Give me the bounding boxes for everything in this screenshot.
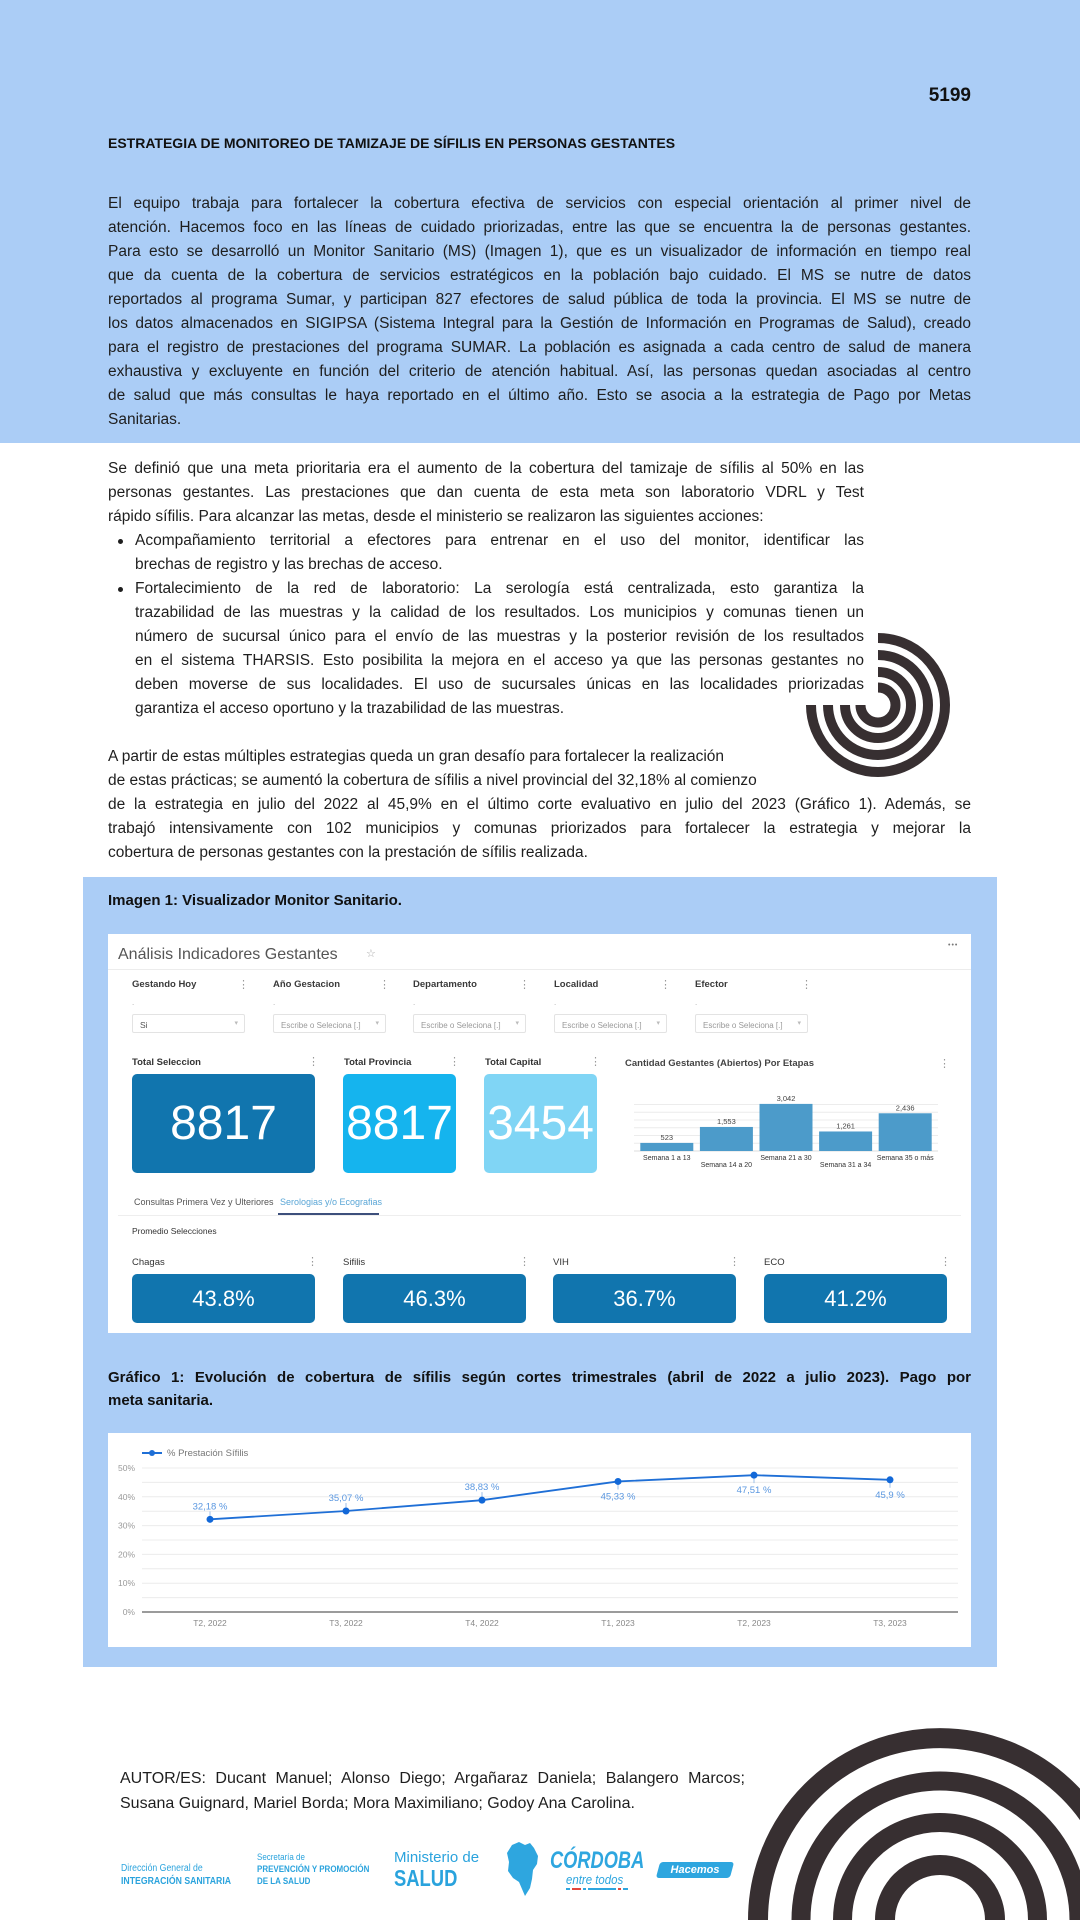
data-label: 47,51 % [736,1485,772,1497]
kebab-menu-icon[interactable]: ⋮ [939,1058,950,1070]
filter-label: Año Gestacion [273,979,341,990]
kebab-menu-icon[interactable]: ⋮ [379,979,390,991]
average-card-sifilis [343,1274,526,1323]
filter-select[interactable] [413,1014,526,1033]
filter-label: Gestando Hoy [132,979,197,990]
text-line: AUTOR/ES: Ducant Manuel; Alonso Diego; Argañaraz Daniela; Balangero Marcos; [120,1770,745,1787]
data-label: 45,9 % [875,1489,905,1501]
average-label: Chagas [132,1257,165,1268]
kebab-menu-icon[interactable]: ⋮ [238,979,249,991]
bar [700,1127,753,1151]
text-line: garantiza el acceso oportuno y la trazabilidad de las muestras. [135,700,565,717]
average-label: Sifilis [343,1257,366,1268]
logo-prevencion-promocion [257,1852,369,1888]
filter-label: Efector [695,979,728,990]
cordoba-tagline: entre todos [566,1872,624,1887]
text-line: cobertura de personas gestantes con la prestación de sífilis realizada. [108,844,588,861]
bar-value-label: 2,436 [895,1103,915,1113]
dashboard-screenshot [108,934,971,1333]
x-tick-label: T3, 2023 [873,1618,907,1628]
filter-label: Departamento [413,979,477,990]
average-value: 43.8% [192,1285,255,1311]
arc [885,1865,995,1920]
data-point [751,1472,758,1479]
data-point [207,1516,214,1523]
x-tick-label: Semana 1 a 13 [643,1155,691,1162]
section-label: Promedio Selecciones [132,1226,217,1236]
data-point [343,1507,350,1514]
filter-ano-gestacion [273,978,398,1038]
data-point [887,1476,894,1483]
document-title: ESTRATEGIA DE MONITOREO DE TAMIZAJE DE SÍFILIS EN PERSONAS GESTANTES [108,135,676,151]
text-line: en el sistema THARSIS. Esto posibilita la mejora en el acceso ya que las personas gestantes no [135,652,864,669]
filter-placeholder: Escribe o Seleciona [.] [421,1021,501,1030]
logo-ministerio-salud [394,1849,479,1891]
kpi-value: 8817 [170,1097,277,1150]
kebab-menu-icon[interactable]: ⋮ [590,1056,601,1068]
kpi-label: Total Capital [485,1057,542,1068]
text-line: los datos almacenados en SIGIPSA (Sistema Integral para la Gestión de Información en Programas de Salud), creado [108,315,971,332]
logo-text: SALUD [394,1865,458,1891]
intro-paragraph [108,192,971,432]
x-tick-label: Semana 31 a 34 [819,1162,872,1169]
text-line: Para esto se desarrolló un Monitor Sanitario (MS) (Imagen 1), que es un visualizador de información en tiempo real [108,243,971,260]
filter-select[interactable] [554,1014,667,1033]
logo-text: Ministerio de [394,1849,480,1866]
goal-paragraph [108,457,864,529]
kpi-card-total-provincia [343,1074,456,1173]
kebab-menu-icon[interactable]: ⋮ [729,1256,740,1268]
y-tick-label: 0% [122,1607,135,1617]
text-line: exhaustiva y excluyente en función del criterio de atención habitual. Así, las personas quedan asociadas al centro [108,363,971,380]
x-tick-label: T1, 2023 [601,1618,635,1628]
text-line: trabajó intensivamente con 102 municipios y comunas priorizados para fortalecer la estrategia y mejorar la [108,820,971,837]
legend-marker-icon [149,1450,155,1456]
logo-text: Dirección General de [121,1863,203,1874]
text-line: El equipo trabaja para fortalecer la cobertura efectiva de servicios con especial orientación al primer nivel de [108,195,971,212]
text-line: trazabilidad de las muestras y la calidad de los resultados. Los municipios y comunas tienen un [135,604,864,621]
data-label: 38,83 % [464,1482,500,1494]
page-number: 5199 [928,85,971,106]
filter-hint: . [695,998,698,1007]
x-tick-label: T4, 2022 [465,1618,499,1628]
kebab-menu-icon[interactable]: ⋮ [660,979,671,991]
average-value: 36.7% [613,1285,676,1311]
filter-efector [695,978,820,1038]
average-label: VIH [553,1257,569,1268]
filter-text [281,1018,361,1031]
filter-select[interactable] [695,1014,808,1033]
kpi-value: 8817 [346,1097,453,1150]
kpi-value: 3454 [487,1097,594,1150]
y-tick-label: 30% [117,1520,135,1531]
filter-hint: . [413,998,416,1007]
average-value: 46.3% [403,1285,466,1311]
bar-value-label: 3,042 [776,1093,796,1103]
more-horizontal-icon[interactable]: ••• [948,942,959,949]
x-tick-label: Semana 21 a 30 [760,1155,812,1162]
kebab-menu-icon[interactable]: ⋮ [940,1256,951,1268]
y-tick-label: 20% [117,1549,135,1560]
text-line: Acompañamiento territorial a efectores para entrenar en el uso del monitor, identificar las [135,532,864,549]
bullet-icon [118,587,123,592]
text-line: Se definió que una meta prioritaria era el aumento de la cobertura del tamizaje de sífilis al 50% en las [108,460,864,477]
kebab-menu-icon[interactable]: ⋮ [519,979,530,991]
arc [845,672,911,738]
figure2-caption [108,1366,971,1412]
text-line: Gráfico 1: Evolución de cobertura de sífilis según cortes trimestrales (abril de 2022 a julio 2023). Pago por [108,1369,971,1386]
semicircle-arcs-ornament [740,1720,1080,1920]
list-item [108,577,864,721]
divider [108,969,971,970]
filter-select[interactable] [273,1014,386,1033]
tab-consultas[interactable]: Consultas Primera Vez y Ulteriores [134,1197,274,1207]
filter-hint: . [554,998,557,1007]
figure1-caption: Imagen 1: Visualizador Monitor Sanitario. [108,892,402,909]
kpi-label: Total Seleccion [132,1057,201,1068]
text-line: para el registro de prestaciones del programa SUMAR. La población es asignada a cada centro de salud de manera [108,339,971,356]
kpi-card-total-capital [484,1074,597,1173]
filter-label: Localidad [554,979,599,990]
average-label: ECO [764,1257,785,1268]
stage-chart-title: Cantidad Gestantes (Abiertos) Por Etapas [625,1058,814,1069]
chevron-down-icon: ▾ [234,1020,238,1027]
divider [118,1215,961,1216]
arc [861,688,896,723]
kebab-menu-icon[interactable]: ⋮ [449,1056,460,1068]
text-line: de estas prácticas; se aumentó la cobertura de sífilis a nivel provincial del 32,18% al comienzo [108,772,757,789]
data-label: 45,33 % [600,1491,636,1503]
text-line: reportados al programa Sumar, y participan 827 efectores de salud pública de toda la provincia. El MS se nutre de [108,291,971,308]
star-icon[interactable]: ☆ [366,948,376,960]
text-line: Susana Guignard, Mariel Borda; Mora Maximiliano; Godoy Ana Carolina. [120,1795,635,1812]
kebab-menu-icon[interactable]: ⋮ [519,1256,530,1268]
bullet-icon [118,539,123,544]
data-label: 35,07 % [328,1492,364,1504]
list-item [108,529,864,577]
coverage-line-chart [108,1433,971,1647]
data-point [479,1497,486,1504]
filter-localidad [554,978,679,1038]
cordoba-wordmark: CÓRDOBA [550,1847,645,1874]
y-tick-label: 40% [117,1491,135,1502]
coverage-chart-panel [108,1433,971,1647]
chevron-down-icon: ▾ [797,1020,801,1027]
stage-bar-chart [624,1080,954,1175]
y-tick-label: 10% [117,1578,135,1589]
text-line: rápido sífilis. Para alcanzar las metas, desde el ministerio se realizaron las siguientes acciones: [108,508,764,525]
logo-integracion-sanitaria [121,1862,231,1888]
dashboard-title: Análisis Indicadores Gestantes [118,946,338,963]
text-line: meta sanitaria. [108,1392,214,1409]
filter-gestando-hoy [132,978,257,1038]
chevron-down-icon: ▾ [375,1020,379,1027]
kebab-menu-icon[interactable]: ⋮ [307,1256,318,1268]
logo-text: DE LA SALUD [257,1876,311,1887]
bar [879,1113,932,1151]
list-item-text [135,529,864,577]
kebab-menu-icon[interactable]: ⋮ [308,1056,319,1068]
hacemos-badge [656,1862,734,1878]
flag-dashes-icon [566,1888,628,1891]
data-point [615,1478,622,1485]
kpi-label: Total Provincia [344,1057,412,1068]
tab-serologias[interactable]: Serologias y/o Ecografias [280,1197,383,1207]
list-item-text [135,577,864,721]
average-card-chagas [132,1274,315,1323]
bar-value-label: 523 [660,1132,674,1142]
actions-list [108,529,864,721]
kpi-card-total-seleccion [132,1074,315,1173]
x-tick-label: Semana 35 o más [876,1155,934,1162]
text-line: brechas de registro y las brechas de acceso. [135,556,443,573]
bar [640,1143,693,1151]
bar [760,1104,813,1151]
filter-text [140,1018,148,1031]
chevron-down-icon: ▾ [656,1020,660,1027]
filter-value: Si [140,1020,148,1030]
bar-value-label: 1,261 [836,1121,855,1131]
data-label: 32,18 % [192,1501,228,1513]
filter-hint: . [273,998,276,1007]
concentric-arcs-ornament [800,628,960,788]
y-tick-label: 50% [117,1463,135,1473]
average-card-eco [764,1274,947,1323]
logo-text: PREVENCIÓN Y PROMOCIÓN [257,1864,370,1875]
text-line: atención. Hacemos foco en las líneas de cuidado priorizadas, entre las que se encuentra la de personas gestantes. [108,219,971,236]
x-tick-label: Semana 14 a 20 [700,1162,753,1169]
text-line: Fortalecimiento de la red de laboratorio: La serología está centralizada, esto garantiza la [135,580,864,597]
legend-label: % Prestación Sífilis [167,1448,249,1459]
x-tick-label: T3, 2022 [329,1618,363,1628]
text-line: A partir de estas múltiples estrategias queda un gran desafío para fortalecer la realización [108,748,725,765]
filter-placeholder: Escribe o Seleciona [.] [562,1021,642,1030]
filter-text [421,1018,501,1031]
logo-text: Secretaría de [257,1852,305,1863]
filter-hint: . [132,998,135,1007]
text-line: que da cuenta de la cobertura de servicios estratégicos en la población bajo cuidado. El MS se nutre de datos [108,267,971,284]
text-line: de la estrategia en julio del 2022 al 45,9% en el último corte evaluativo en julio del 2023 (Gráfico 1). Además, se [108,796,971,813]
logo-text: INTEGRACIÓN SANITARIA [121,1876,232,1887]
x-tick-label: T2, 2022 [193,1618,227,1628]
filter-departamento [413,978,538,1038]
bar-value-label: 1,553 [717,1116,736,1126]
filter-placeholder: Escribe o Seleciona [.] [281,1021,361,1030]
kebab-menu-icon[interactable]: ⋮ [801,979,812,991]
authors-block [120,1766,745,1816]
bar [819,1131,872,1151]
text-line: de salud que más consultas le haya reportado en el último año. Esto se asocia a la estrategia de Pago por Metas [108,387,971,404]
filter-placeholder: Escribe o Seleciona [.] [703,1021,783,1030]
cordoba-map-icon [507,1842,539,1896]
filter-text [562,1018,642,1031]
filter-text [703,1018,783,1031]
text-line: deben moverse de sus localidades. El uso de sucursales únicas en las localidades priorizadas [135,676,864,693]
filter-select[interactable] [132,1014,245,1033]
text-line: Sanitarias. [108,411,182,428]
text-line: número de sucursal único para el envío de las muestras y la posterior revisión de los resultados [135,628,864,645]
average-value: 41.2% [824,1285,887,1311]
text-line: personas gestantes. Las prestaciones que dan cuenta de esta meta son laboratorio VDRL y Test [108,484,864,501]
chevron-down-icon: ▾ [515,1020,519,1027]
average-card-vih [553,1274,736,1323]
x-tick-label: T2, 2023 [737,1618,771,1628]
hacemos-text: Hacemos [670,1864,720,1876]
